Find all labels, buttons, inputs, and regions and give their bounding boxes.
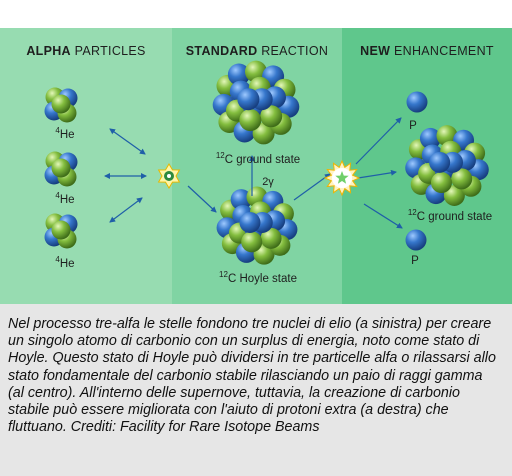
standard-panel-title	[172, 44, 342, 58]
carbon-ground-state-label	[196, 151, 320, 166]
alpha-title-bold: ALPHA	[26, 44, 71, 58]
helium-label-2	[50, 191, 80, 206]
mass-number: 12	[219, 270, 228, 279]
gamma-label: 2γ	[262, 176, 274, 188]
element-symbol: He	[59, 129, 75, 141]
arrow-burst-to-hoyle	[188, 186, 216, 212]
state-name: C ground state	[416, 211, 493, 223]
enhancement-title-bold: NEW	[360, 44, 391, 58]
proton-bottom	[406, 230, 427, 251]
neutron-sphere	[52, 95, 71, 114]
caption-text: Nel processo tre-alfa le stelle fondono tre nuclei di elio (a sinistra) per creare un singolo atomo di carbonio con un surplus di energia, noto come stato di Hoyle. Questo stato di Hoyle può dividersi in tre particelle alfa o rilassarsi allo stato fondamentale del carbonio stabile rilasciando un paio di raggi gamma (al centro). All'interno delle supernove, tuttavia, la creazione di carbonio stabile può essere migliorata con l'aiuto di protoni extra (a destra) che fluttuano. Crediti: Facility for Rare Isotope Beams	[8, 316, 496, 436]
neutron-sphere	[52, 159, 71, 178]
caption-box	[0, 304, 512, 476]
alpha-title-rest: PARTICLES	[74, 44, 146, 58]
burst-center	[167, 174, 171, 178]
standard-title-rest: REACTION	[261, 44, 329, 58]
carbon-ground-state-label-right	[388, 208, 512, 223]
arrow-burst-to-proton	[356, 118, 401, 164]
alpha-panel-title	[0, 44, 172, 58]
state-name: C ground state	[224, 154, 301, 166]
neutron-sphere	[241, 231, 262, 252]
arrow-burst-to-carbon	[358, 172, 396, 178]
mass-number: 4	[55, 255, 60, 264]
proton-sphere	[239, 212, 260, 233]
enhancement-title-rest: ENHANCEMENT	[394, 44, 494, 58]
proton-sphere	[429, 152, 450, 173]
arrow-helium3-burst	[110, 198, 142, 222]
helium-label-1	[50, 126, 80, 141]
mass-number: 12	[215, 151, 225, 160]
helium-nucleus-3	[45, 214, 78, 249]
carbon-ground-state-nucleus	[213, 61, 300, 145]
proton-label-top: P	[409, 120, 417, 132]
state-name: C Hoyle state	[227, 273, 297, 285]
proton-sphere	[406, 230, 427, 251]
neutron-sphere	[431, 172, 452, 193]
arrow-helium1-burst	[110, 129, 145, 154]
helium-nucleus-2	[45, 152, 78, 187]
mass-number: 4	[55, 126, 60, 135]
carbon-ground-state-nucleus-right	[405, 125, 489, 206]
helium-label-3	[50, 255, 80, 270]
proton-sphere	[407, 92, 428, 113]
element-symbol: He	[59, 258, 75, 270]
standard-title-bold: STANDARD	[185, 44, 258, 58]
element-symbol: He	[59, 194, 75, 206]
mass-number: 4	[55, 191, 60, 200]
helium-nucleus-1	[45, 88, 78, 123]
proton-sphere	[237, 88, 259, 110]
carbon-hoyle-state-label	[198, 270, 318, 285]
neutron-sphere	[239, 109, 261, 131]
neutron-sphere	[52, 221, 71, 240]
proton-label-bottom: P	[411, 255, 419, 267]
enhancement-panel-title	[342, 44, 512, 58]
mass-number: 12	[407, 208, 417, 217]
carbon-hoyle-state-nucleus	[217, 186, 298, 264]
proton-top	[407, 92, 428, 113]
